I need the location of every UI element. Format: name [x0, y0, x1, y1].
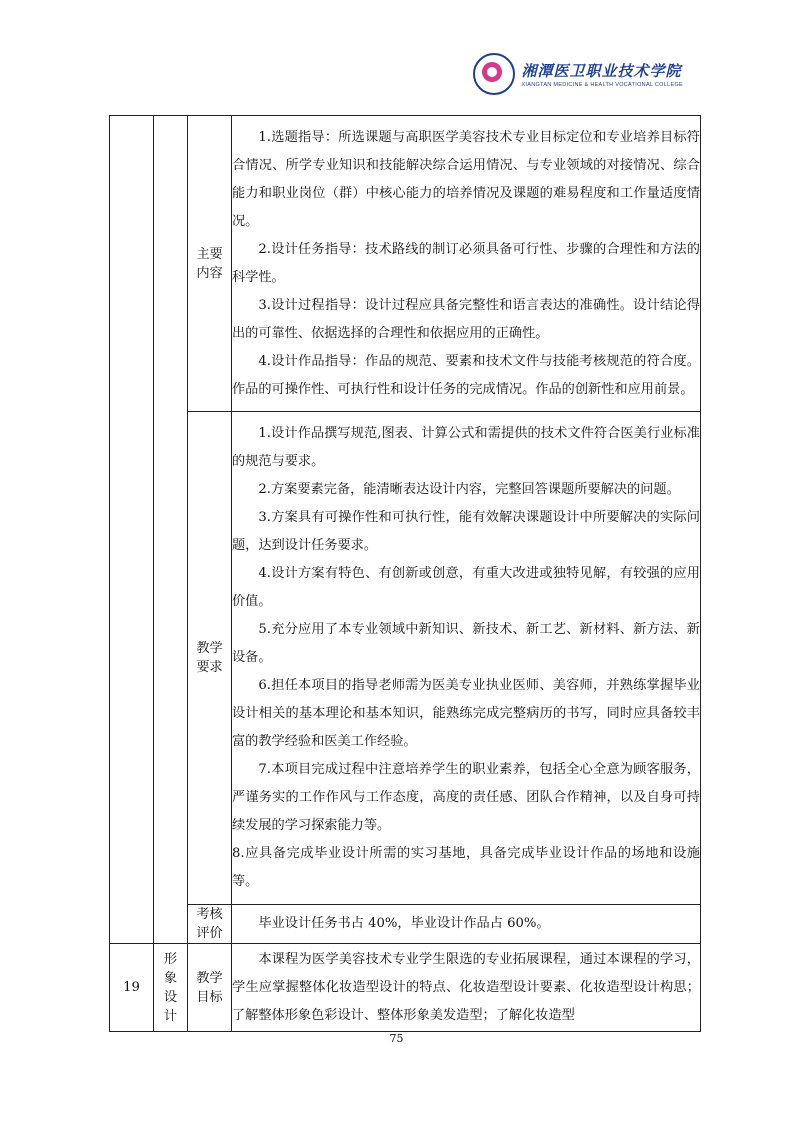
paragraph: 1.设计作品撰写规范,图表、计算公式和需提供的技术文件符合医美行业标准的规范与要求。 — [232, 426, 700, 469]
label-assessment — [188, 905, 232, 944]
college-logo — [473, 53, 683, 95]
label-line: 评价 — [196, 926, 223, 941]
label-teaching-requirements — [188, 412, 232, 905]
label-line: 目标 — [196, 989, 223, 1005]
paragraph: 3.设计过程指导：设计过程应具备完整性和语言表达的准确性。设计结论得出的可靠性、依据选择的合理性和依据应用的正确性。 — [232, 297, 700, 341]
college-name-en: XIANGTAN MEDICINE & HEALTH VOCATIONAL COLLEGE — [521, 82, 683, 88]
label-line: 内容 — [196, 265, 223, 281]
label-line: 教学 — [196, 641, 223, 656]
row-course-19 — [110, 944, 701, 1032]
paragraph: 5.充分应用了本专业领域中新知识、新技术、新工艺、新材料、新方法、新设备。 — [232, 622, 700, 665]
course-number: 19 — [110, 944, 154, 1032]
course-name-char: 形 — [163, 951, 178, 967]
paragraph: 4.设计作品指导：作品的规范、要素和技术文件与技能考核规范的符合度。作品的可操作性、可执行性和设计任务的完成情况。作品的创新性和应用前景。 — [232, 353, 700, 397]
content-teaching-goals — [232, 944, 701, 1032]
college-emblem-icon — [473, 53, 515, 95]
row-teaching-requirements — [110, 412, 701, 905]
paragraph: 2.方案要素完备，能清晰表达设计内容，完整回答课题所要解决的问题。 — [258, 482, 680, 497]
course-table — [109, 115, 701, 1032]
course-name-char: 计 — [163, 1008, 178, 1024]
college-logo-text — [521, 60, 683, 88]
content-assessment — [232, 905, 701, 944]
paragraph: 4.设计方案有特色、有创新或创意，有重大改进或独特见解，有较强的应用价值。 — [232, 566, 700, 609]
row-assessment — [110, 905, 701, 944]
paragraph: 2.设计任务指导：技术路线的制订必须具备可行性、步骤的合理性和方法的科学性。 — [232, 241, 700, 285]
content-main-content — [232, 116, 701, 412]
paragraph: 7.本项目完成过程中注意培养学生的职业素养，包括全心全意为顾客服务，严谨务实的工作作风与工作态度，高度的责任感、团队合作精神，以及自身可持续发展的学习探索能力等。 — [232, 762, 700, 833]
content-teaching-requirements — [232, 412, 701, 905]
row-main-content — [110, 116, 701, 412]
number-cell-empty — [110, 116, 154, 944]
paragraph: 6.担任本项目的指导老师需为医美专业执业医师、美容师，并熟练掌握毕业设计相关的基本理论和基本知识，能熟练完成完整病历的书写，同时应具备较丰富的教学经验和医美工作经验。 — [232, 678, 700, 749]
course-name-cell-empty — [154, 116, 188, 944]
paragraph: 本课程为医学美容技术专业学生限选的专业拓展课程，通过本课程的学习，学生应掌握整体化妆造型设计的特点、化妆造型设计要素、化妆造型设计构思；了解整体形象色彩设计、整体形象美发造型；了解化妆造型 — [232, 951, 700, 1023]
paragraph: 8.应具备完成毕业设计所需的实习基地，具备完成毕业设计作品的场地和设施等。 — [232, 846, 700, 889]
page-number: 75 — [389, 1032, 404, 1045]
label-line: 考核 — [196, 907, 223, 922]
label-line: 要求 — [196, 660, 223, 675]
college-name-cn: 湘潭医卫职业技术学院 — [521, 62, 682, 80]
label-line: 主要 — [196, 246, 223, 262]
paragraph: 3.方案具有可操作性和可执行性，能有效解决课题设计中所要解决的实际问题，达到设计任务要求。 — [232, 510, 700, 553]
course-name-char: 象 — [163, 970, 178, 986]
label-line: 教学 — [196, 970, 223, 986]
paragraph: 毕业设计任务书占 40%，毕业设计作品占 60%。 — [258, 916, 550, 931]
paragraph: 1.选题指导：所选课题与高职医学美容技术专业目标定位和专业培养目标符合情况、所学专业知识和技能解决综合运用情况、与专业领域的对接情况、综合能力和职业岗位（群）中核心能力的培养情况及课题的难易程度和工作量适度情况。 — [232, 129, 700, 229]
course-name — [154, 944, 188, 1032]
label-main-content — [188, 116, 232, 412]
label-teaching-goals — [188, 944, 232, 1032]
course-name-char: 设 — [163, 989, 178, 1005]
